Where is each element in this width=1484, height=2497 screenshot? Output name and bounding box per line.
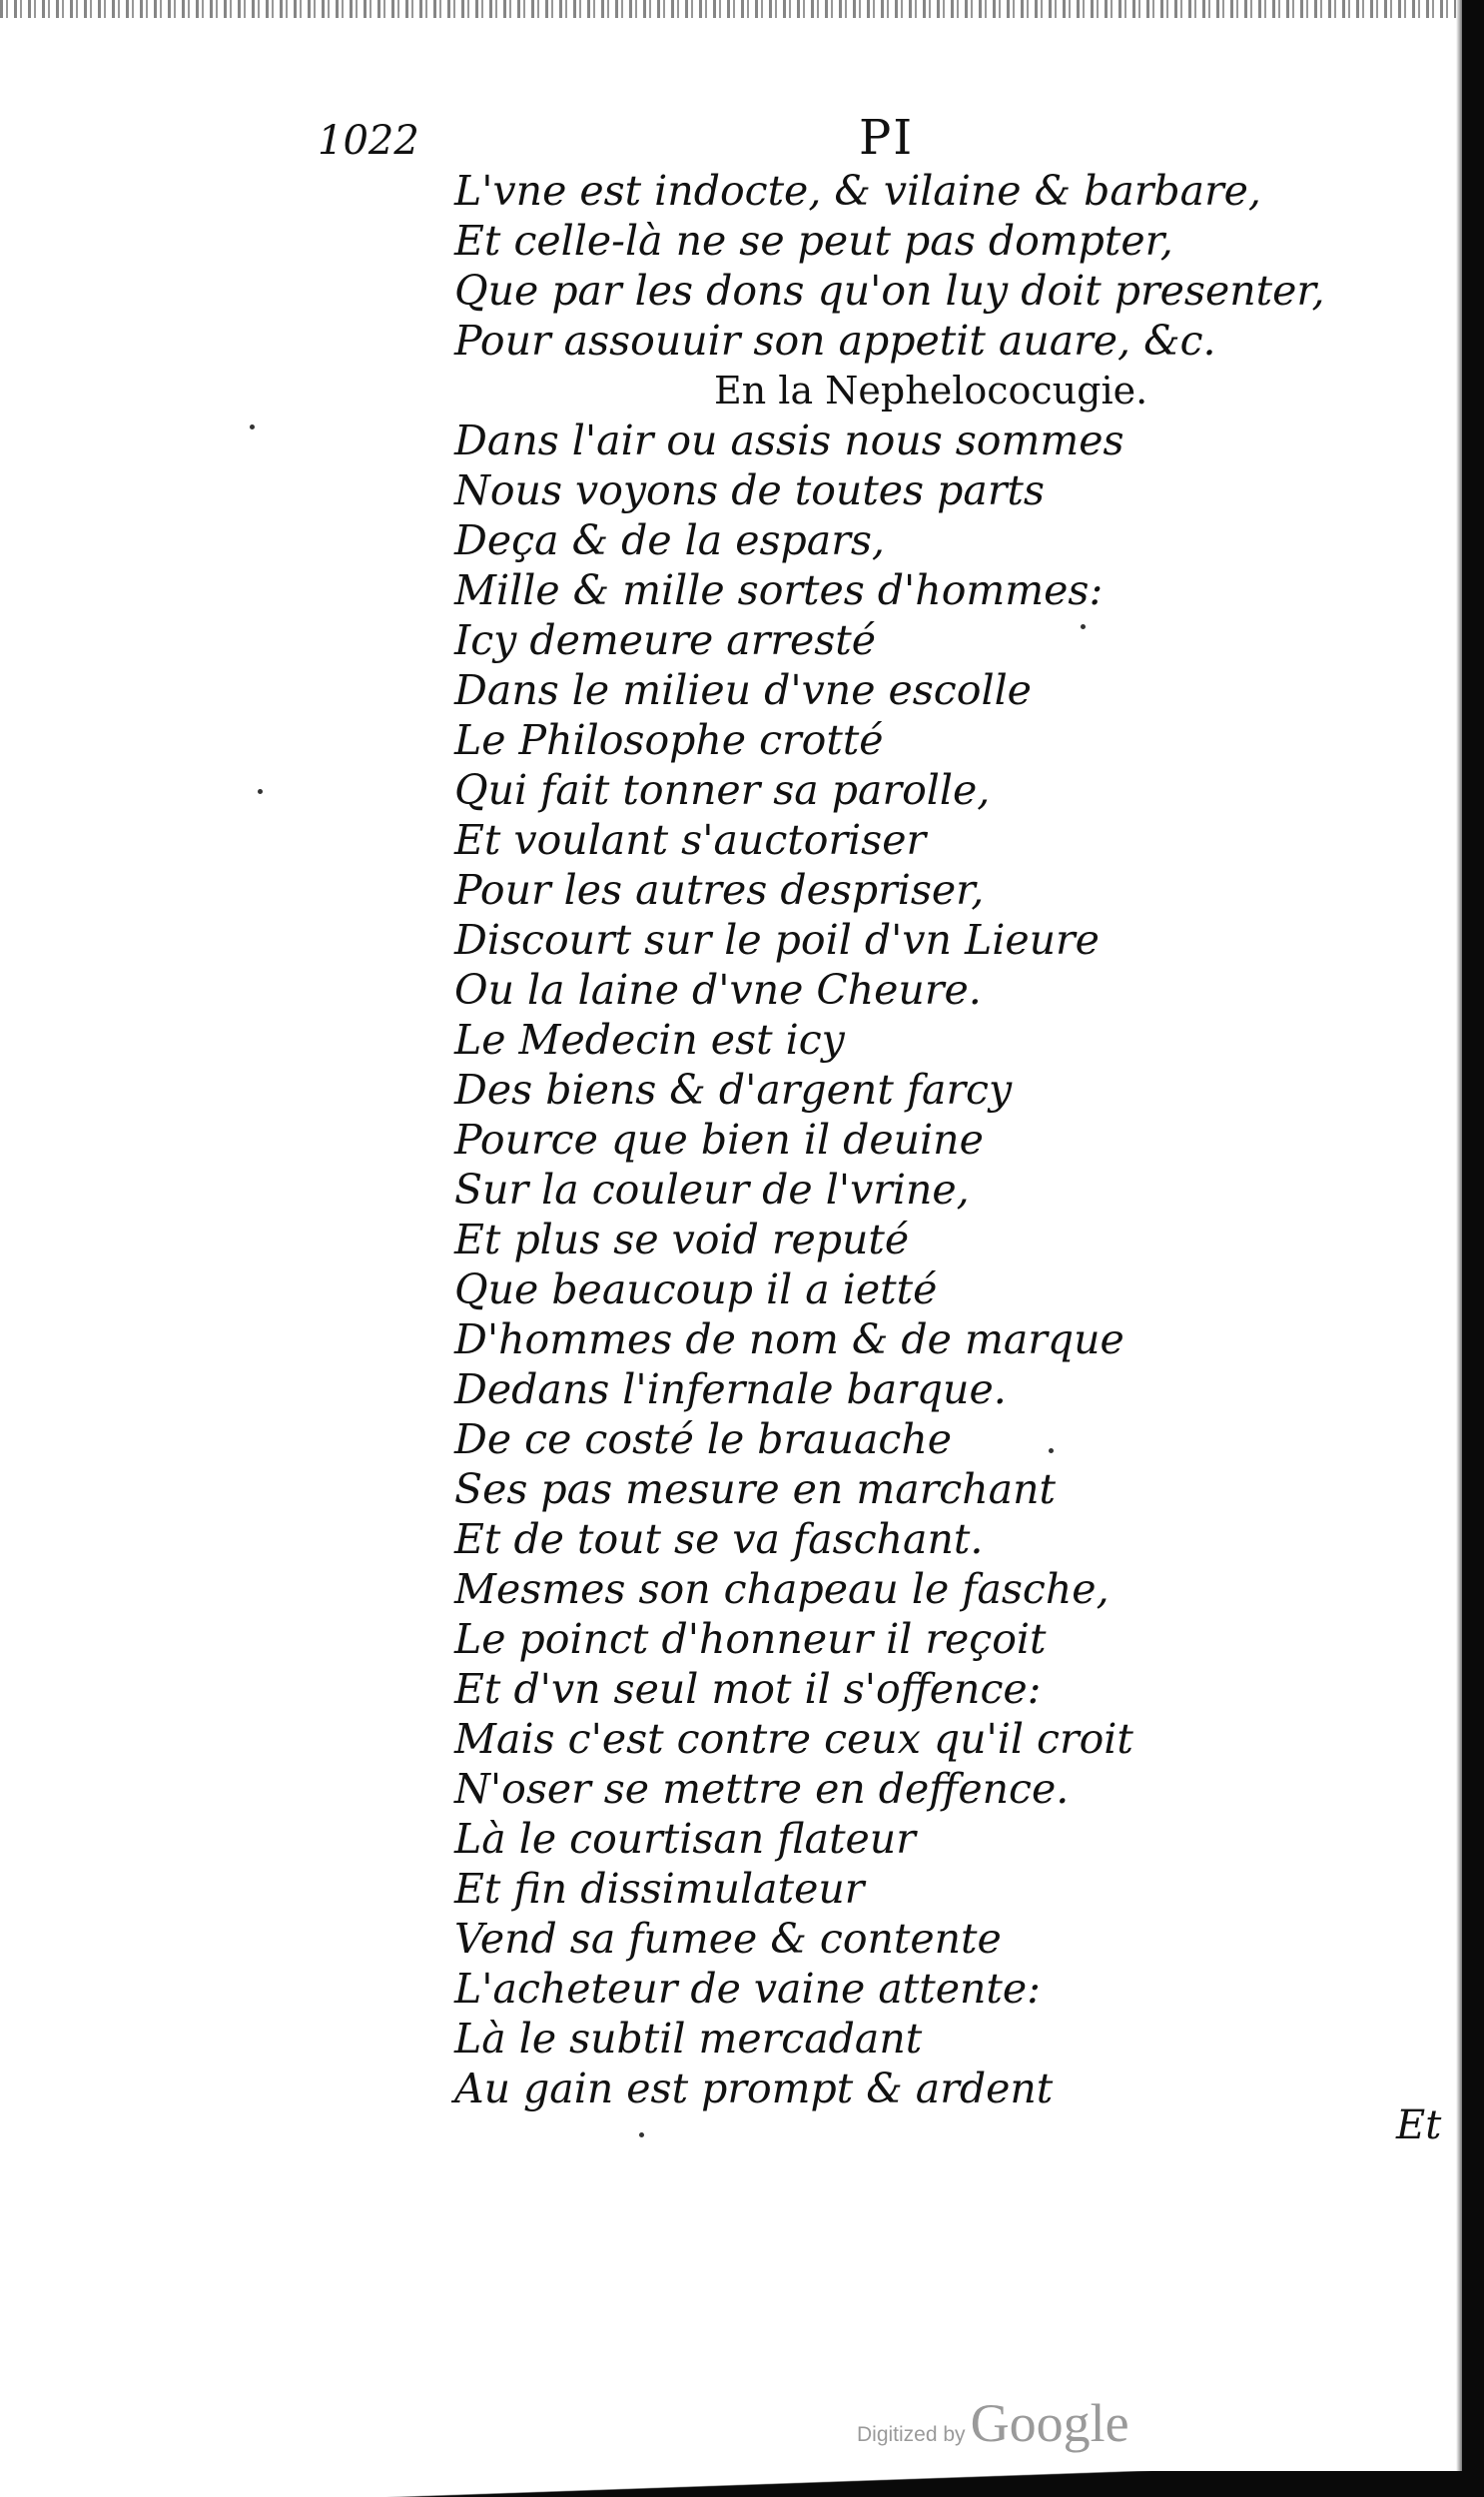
verse-line: Nous voyons de toutes parts [454, 466, 1045, 514]
verse-line: Au gain est prompt & ardent [454, 2065, 1054, 2112]
verse-line: Pour les autres despriser, [454, 866, 985, 914]
verse-line: De ce costé le brauache [454, 1415, 953, 1463]
verse-line: Mille & mille sortes d'hommes: [454, 566, 1104, 614]
verse-line: Dedans l'infernale barque. [454, 1365, 1007, 1413]
verse-line: Pource que bien il deuine [454, 1116, 984, 1164]
page-top-edge [0, 0, 1484, 18]
catchword: Et [1396, 2102, 1442, 2148]
verse-line: L'acheteur de vaine attente: [454, 1965, 1041, 2013]
verse-line: Dans le milieu d'vne escolle [454, 666, 1032, 714]
verse-line: Et celle-là ne se peut pas dompter, [454, 217, 1173, 265]
verse-line: N'oser se mettre en deffence. [454, 1765, 1070, 1813]
scan-speck [250, 424, 255, 429]
verse-line: Mais c'est contre ceux qu'il croit [454, 1715, 1133, 1763]
verse-line: Deça & de la espars, [454, 516, 885, 564]
verse-line: Pour assouuir son appetit auare, &c. [454, 317, 1216, 365]
verse-line: Discourt sur le poil d'vn Lieure [454, 916, 1100, 964]
verse-line: Là le courtisan flateur [454, 1815, 916, 1863]
verse-line: Et d'vn seul mot il s'offence: [454, 1665, 1042, 1713]
verse-line: Et fin dissimulateur [454, 1865, 865, 1913]
page-number: 1022 [318, 118, 419, 164]
verse-text [454, 166, 1325, 2113]
verse-line: Là le subtil mercadant [454, 2015, 923, 2063]
section-heading: En la Nephelococugie. [714, 369, 1148, 413]
verse-line: Et de tout se va faschant. [454, 1515, 984, 1563]
verse-line: Ses pas mesure en marchant [454, 1465, 1056, 1513]
verse-line: D'hommes de nom & de marque [454, 1315, 1124, 1363]
scan-speck [258, 789, 263, 794]
verse-line: Que beaucoup il a ietté [454, 1265, 938, 1313]
verse-line: Le Philosophe crotté [454, 716, 884, 764]
verse-line: Que par les dons qu'on luy doit presenter, [454, 267, 1325, 315]
verse-line: Dans l'air ou assis nous sommes [454, 416, 1124, 464]
verse-line: Icy demeure arresté [454, 616, 876, 664]
digitized-watermark [857, 2392, 1129, 2454]
watermark-brand: Google [970, 2393, 1129, 2453]
running-head: PI [859, 110, 915, 166]
page-bottom-edge [385, 2471, 1484, 2497]
verse-line: Et voulant s'auctoriser [454, 816, 927, 864]
verse-line: Vend sa fumee & contente [454, 1915, 1002, 1963]
verse-line: Et plus se void reputé [454, 1216, 910, 1263]
verse-line: Qui fait tonner sa parolle, [454, 766, 991, 814]
scan-speck [639, 2132, 644, 2137]
verse-line: Le Medecin est icy [454, 1016, 845, 1064]
watermark-prefix: Digitized by [857, 2423, 966, 2446]
verse-line: Des biens & d'argent farcy [454, 1066, 1013, 1114]
scan-speck [1081, 624, 1086, 629]
verse-line: Le poinct d'honneur il reçoit [454, 1615, 1047, 1663]
verse-line: Mesmes son chapeau le fasche, [454, 1565, 1110, 1613]
verse-line: L'vne est indocte, & vilaine & barbare, [454, 167, 1261, 215]
scan-speck [1049, 1448, 1054, 1453]
verse-line: Ou la laine d'vne Cheure. [454, 966, 982, 1014]
page-right-edge [1462, 0, 1484, 2497]
verse-line: Sur la couleur de l'vrine, [454, 1166, 970, 1214]
